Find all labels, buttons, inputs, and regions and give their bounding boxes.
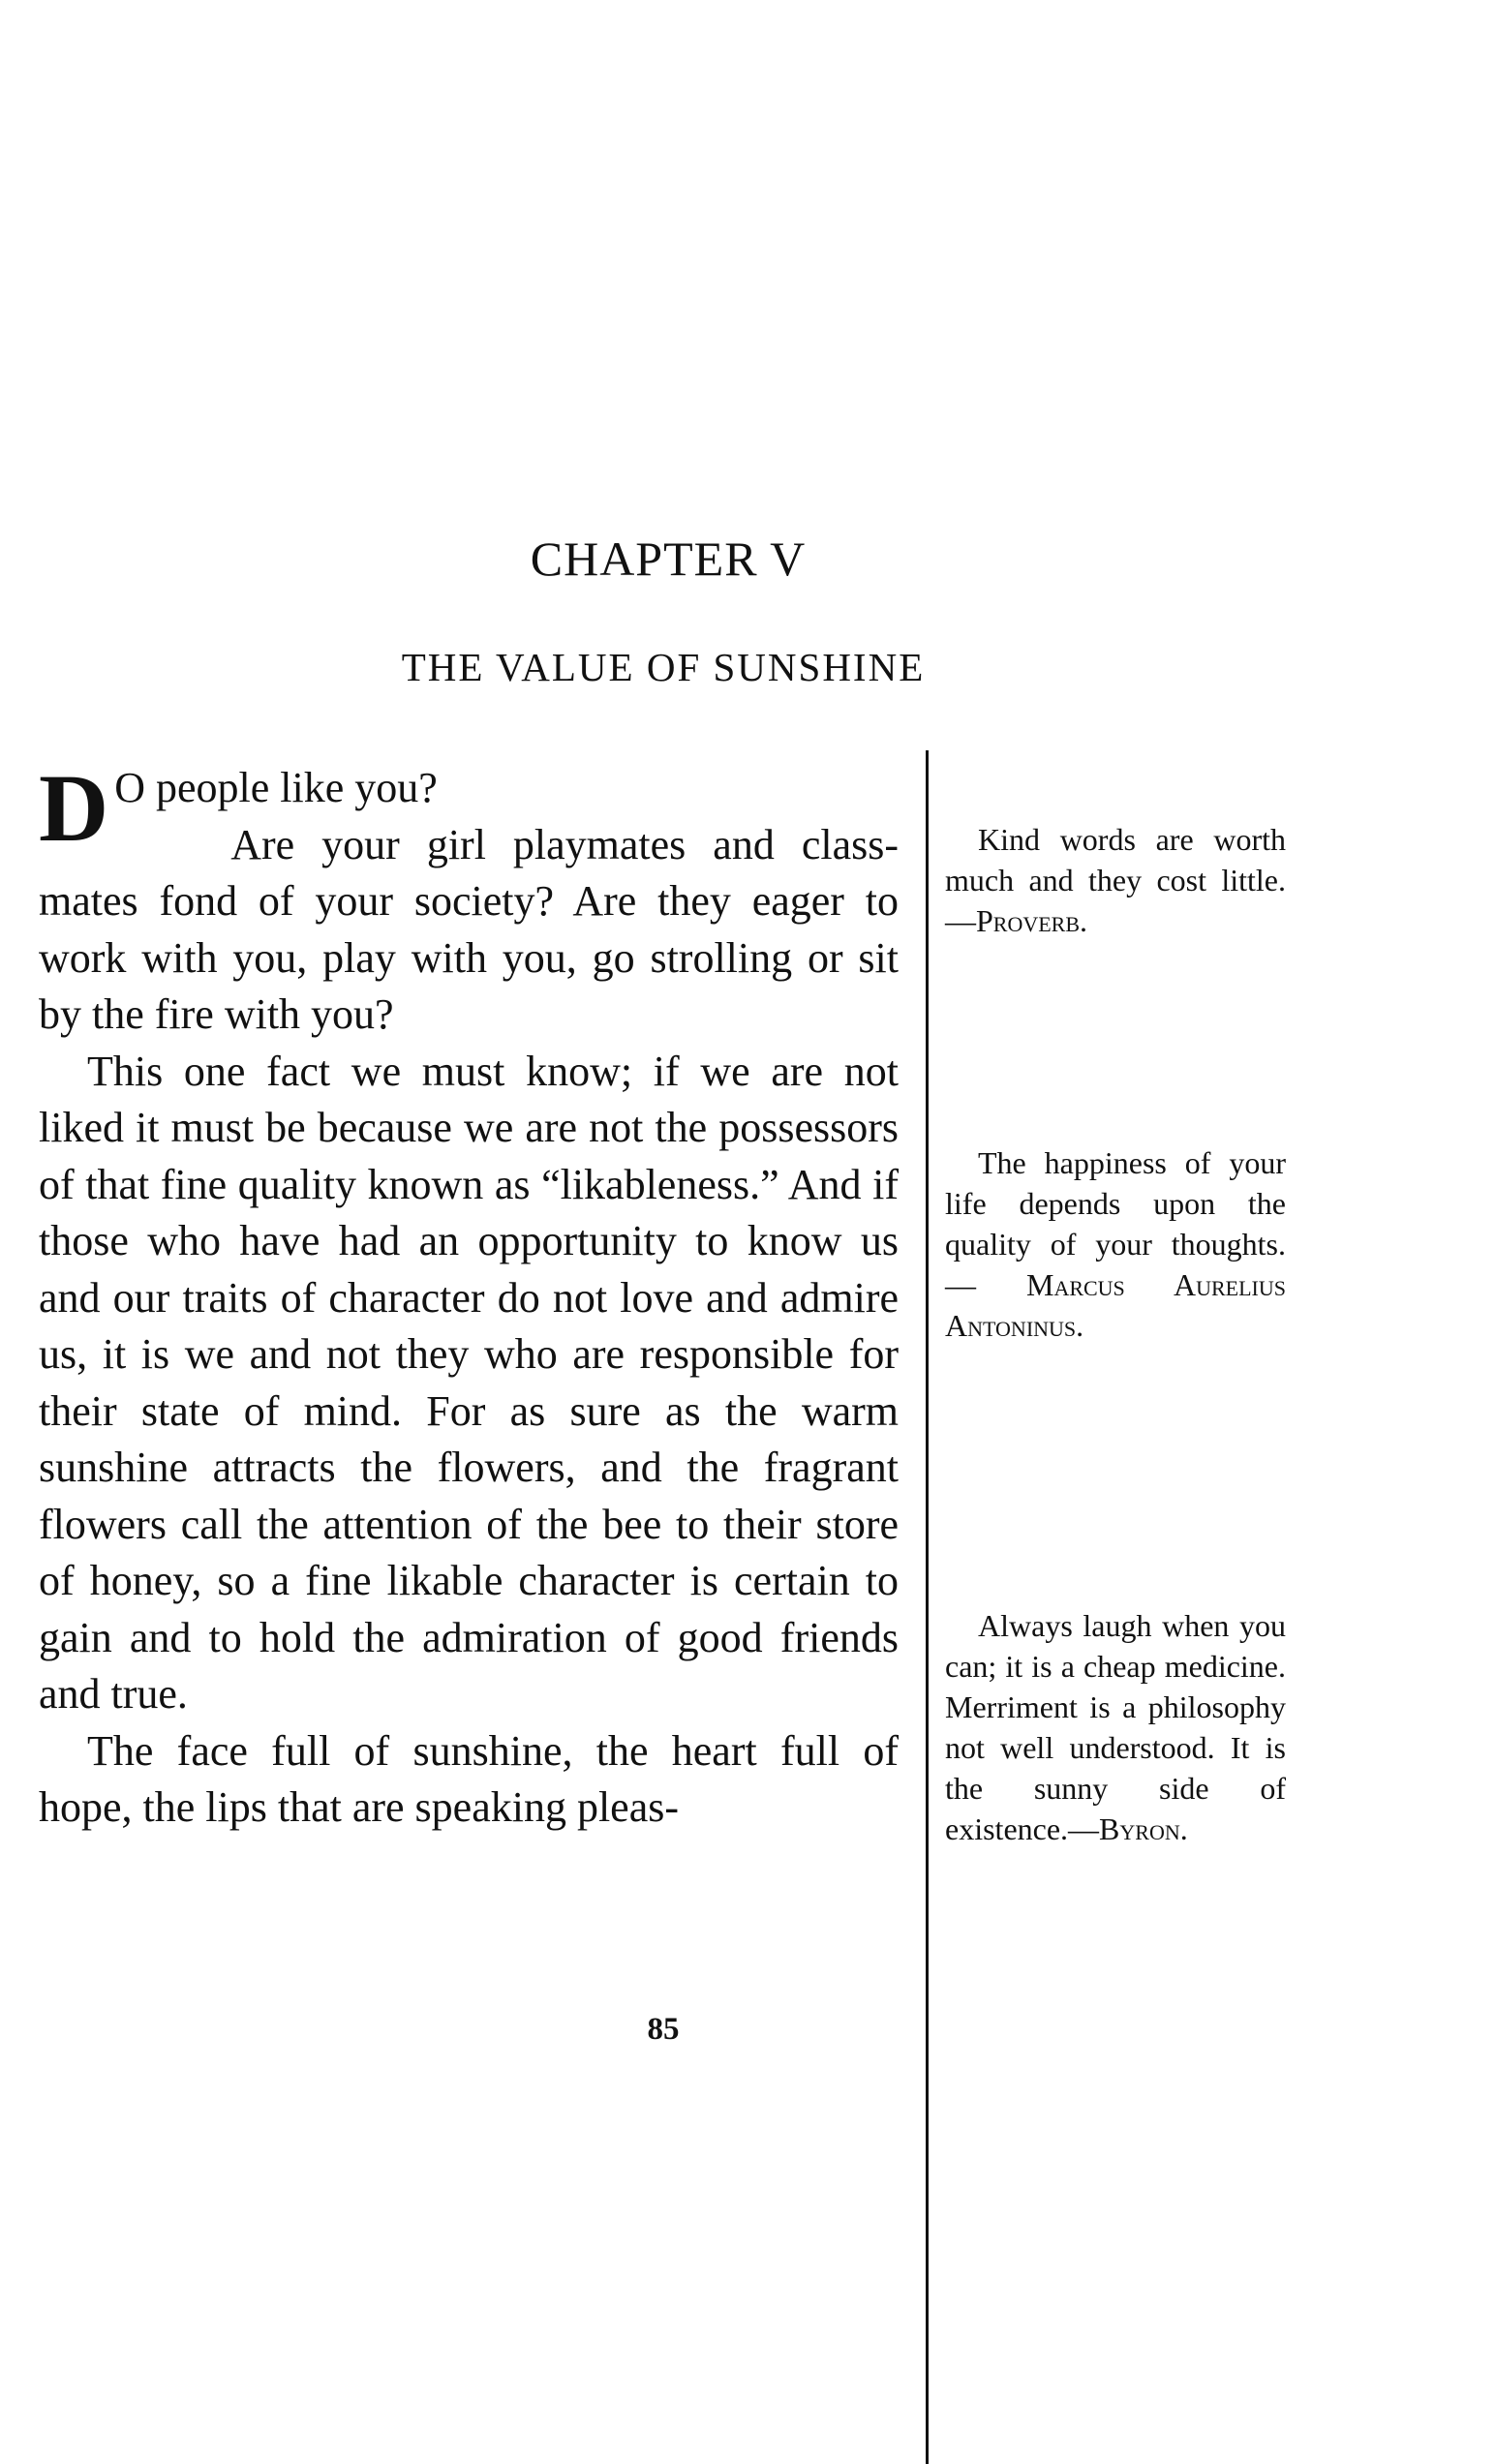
sidenote-3 — [945, 1605, 1286, 1849]
margin-rule — [926, 750, 929, 2464]
paragraph-1-first-line: O people like you? — [114, 764, 438, 811]
sidenote-1 — [945, 819, 1286, 941]
sidenote-3-text: Always laugh when you can; it is a cheap medicine. Merriment is a philosophy not well understood. It is the sunny side of existence.— — [945, 1608, 1286, 1846]
sidenote-2-text: The happiness of your life depends upon the quality of your thoughts. — — [945, 1145, 1286, 1302]
paragraph-1 — [39, 754, 899, 1044]
sidenote-1-text: Kind words are worth much and they cost little.— — [945, 822, 1286, 938]
main-text-column — [39, 754, 899, 1837]
sidenote-3-attribution: Byron. — [1099, 1811, 1188, 1846]
paragraph-2: This one fact we must know; if we are not liked it must be because we are not the possessors of that fine quality known as “likableness.” And if those who have had an opportunity to know us and our traits of character do not love and admire us, it is we and not they who are responsible for their state of mind. For as sure as the warm sunshine attracts the flowers, and the fragrant flowers call the attention of the bee to their store of honey, so a fine likable character is certain to gain and to hold the admiration of good friends and true. — [39, 1047, 899, 1718]
chapter-title: THE VALUE OF SUNSHINE — [401, 645, 926, 689]
sidenote-1-attribution: Proverb. — [976, 903, 1088, 938]
chapter-heading: CHAPTER V — [530, 532, 807, 586]
paragraph-3: The face full of sunshine, the heart full of hope, the lips that are speaking pleas- — [39, 1726, 899, 1831]
page-number: 85 — [647, 2012, 680, 2047]
sidenote-2 — [945, 1142, 1286, 1346]
drop-cap: D — [39, 754, 109, 862]
paragraph-1-body: Are your girl playmates and classmates fond of your society? Are they eager to work with you, play with you, go strolling or sit by the fire with you? — [39, 820, 899, 1038]
sidenote-2-attribution: Marcus Aurelius Antoninus. — [945, 1267, 1287, 1343]
